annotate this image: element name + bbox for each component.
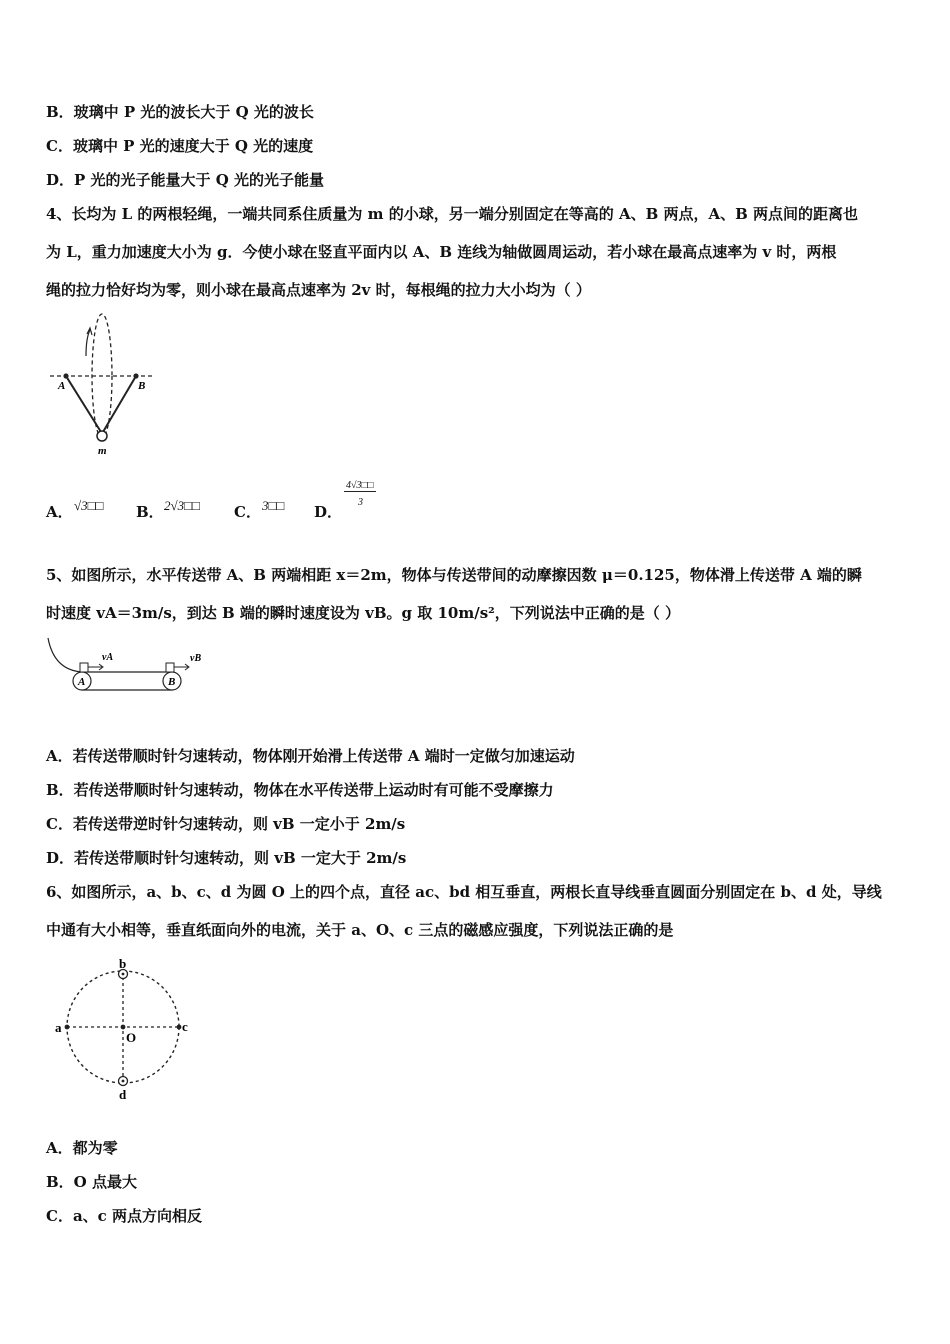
q6-text-line1: 6、如图所示，a、b、c、d 为圆 O 上的四个点，直径 ac、bd 相互垂直，两根长直导线垂直圆面分别固定在 b、d 处，导线 (46, 883, 882, 901)
label-b: b (119, 956, 127, 971)
point-a (65, 1025, 70, 1030)
q6-option-c: C．a、c 两点方向相反 (46, 1207, 203, 1225)
q3-option-d: D．P 光的光子能量大于 Q 光的光子能量 (46, 171, 325, 189)
q5-option-b: B．若传送带顺时针匀速转动，物体在水平传送带上运动时有可能不受摩擦力 (46, 781, 554, 799)
q5-option-c: C．若传送带逆时针匀速转动，则 vB 一定小于 2m/s (46, 815, 406, 833)
q6-option-a: A．都为零 (46, 1139, 118, 1157)
block-at-a (80, 663, 88, 672)
q5-text-line1: 5、如图所示，水平传送带 A、B 两端相距 x＝2m，物体与传送带间的动摩擦因数 μ＝0.125，物体滑上传送带 A 端的瞬 (46, 566, 862, 584)
block-at-b (166, 663, 174, 672)
rope-a (66, 376, 101, 432)
q5-option-a: A．若传送带顺时针匀速转动，物体刚开始滑上传送带 A 端时一定做匀加速运动 (46, 747, 575, 765)
point-c (177, 1025, 182, 1030)
wire-d-dot (122, 1080, 125, 1083)
label-m: m (98, 445, 107, 457)
label-a: A (58, 380, 66, 392)
q4-option-b-value: 2√3□□ (164, 498, 200, 513)
va-label: vA (102, 652, 114, 663)
point-b (133, 373, 138, 378)
q6-circle-figure (50, 954, 200, 1104)
q4-text-line3: 绳的拉力恰好均为零，则小球在最高点速率为 2v 时，每根绳的拉力大小均为（ ） (46, 281, 591, 299)
vb-label: vB (190, 653, 202, 664)
q4-option-d-numerator: 4√3□□ (346, 480, 374, 491)
q6-option-b: B．O 点最大 (46, 1173, 137, 1191)
q4-option-c-label: C． (234, 503, 261, 521)
q6-text-line2: 中通有大小相等，垂直纸面向外的电流，关于 a、O、c 三点的磁感应强度，下列说法正确的是 (46, 921, 674, 939)
label-d: d (119, 1087, 127, 1102)
q4-option-d-denominator: 3 (358, 497, 363, 508)
q4-option-a-value: √3□□ (74, 498, 104, 513)
q4-text-line1: 4、长均为 L 的两根轻绳，一端共同系住质量为 m 的小球，另一端分别固定在等高的 A、B 两点，A、B 两点间的距离也 (46, 205, 859, 223)
label-a: a (55, 1020, 62, 1035)
roller-a-label: A (78, 676, 86, 688)
point-a (63, 373, 68, 378)
point-o (121, 1025, 126, 1030)
wire-b-dot (122, 973, 125, 976)
q5-conveyor-figure (44, 634, 214, 696)
rope-b (103, 376, 136, 432)
q4-option-c-value: 3□□ (262, 498, 285, 513)
q5-option-d: D．若传送带顺时针匀速转动，则 vB 一定大于 2m/s (46, 849, 407, 867)
label-c: c (182, 1019, 188, 1034)
rotation-arrow (86, 330, 90, 356)
q4-rope-ball-figure (46, 308, 166, 458)
q4-options (46, 478, 466, 528)
incline-track (48, 638, 82, 672)
label-b: B (138, 380, 146, 392)
label-o: O (126, 1030, 137, 1045)
q5-text-line2: 时速度 vA＝3m/s，到达 B 端的瞬时速度设为 vB。g 取 10m/s²，下列说法中正确的是（ ） (46, 604, 680, 622)
q4-option-a-label: A． (46, 503, 73, 521)
q3-option-b: B．玻璃中 P 光的波长大于 Q 光的波长 (46, 103, 314, 121)
ball (97, 431, 107, 441)
q4-option-b-label: B． (136, 503, 164, 521)
q4-text-line2: 为 L，重力加速度大小为 g．今使小球在竖直平面内以 A、B 连线为轴做圆周运动，若小球在最高点速率为 v 时，两根 (46, 243, 837, 261)
q3-option-c: C．玻璃中 P 光的速度大于 Q 光的速度 (46, 137, 314, 155)
roller-b-label: B (168, 676, 176, 688)
q4-option-d-label: D． (314, 503, 343, 521)
